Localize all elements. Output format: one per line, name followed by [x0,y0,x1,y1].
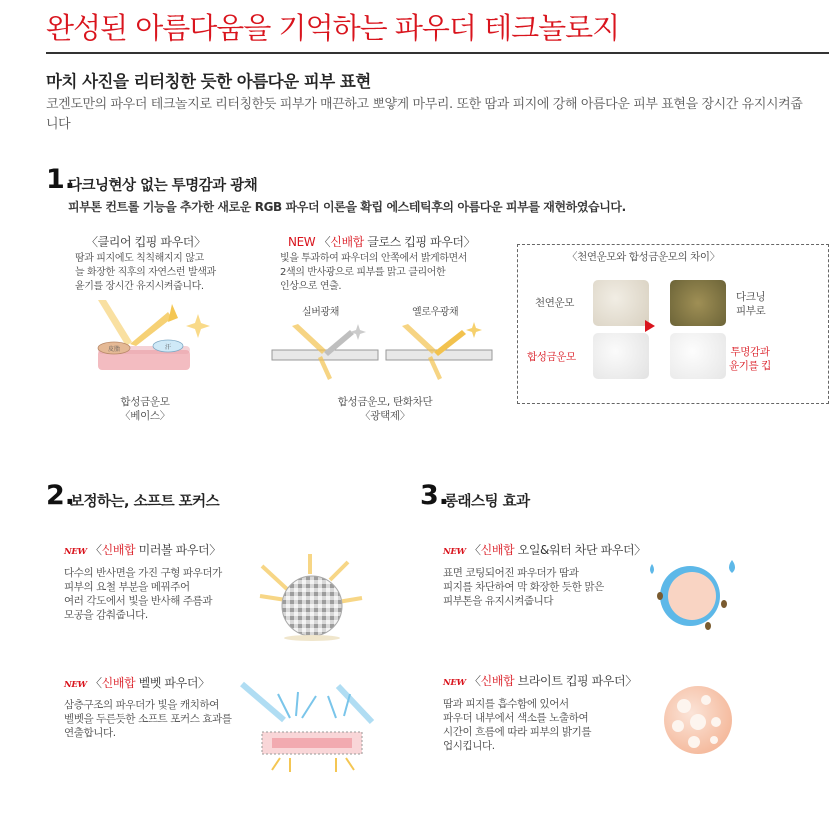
mica-comparison-title: 〈천연운모와 합성금운모의 차이〉 [567,251,720,263]
gloss-keeping-desc: 빛을 투과하여 파우더의 안쪽에서 밝게하면서 2색의 반사광으로 피부를 맑고 클리어한 인상으로 연출. [280,253,468,292]
yellow-shine-label: 옐로우광채 [412,307,459,318]
velvet-desc: 삼층구조의 파우더가 빛을 캐치하여 벨벳을 두른듯한 소프트 포커스 효과를 연출합니다. [64,699,232,739]
section1-desc: 피부톤 컨트롤 기능을 추가한 새로운 RGB 파우더 이론을 확립 에스테틱후의 아름다운 피부를 재현하였습니다. [68,200,626,214]
sweat-label: 汗 [164,344,172,351]
arrow-right-icon [643,318,657,334]
mirrorball-desc: 다수의 반사면을 가진 구형 파우더가 피부의 요철 부분을 메꿔주어 여러 각도에서 빛을 반사해 주름과 모공을 감춰줍니다. [64,567,222,621]
oil-drop-icon [721,600,727,608]
oil-water-desc: 표면 코팅되어진 파우더가 땀과 피지를 차단하여 막 화장한 듯한 맑은 피부톤을 유지시켜줍니다 [443,567,604,607]
base-caption: 합성금운모 〈베이스〉 [120,396,170,422]
section3-title: 롱래스팅 효과 [444,494,530,510]
clear-keeping-powder-title: 〈클리어 킵핑 파우더〉 [86,235,206,249]
gloss-keeping-powder-title: NEW 〈신배합 글로스 킵핑 파우더〉 [288,235,476,249]
darkening-sample [670,280,726,326]
velvet-illustration [240,680,380,780]
clear-keeping-desc: 땀과 피지에도 칙칙해지지 않고 늘 화장한 직후의 자연스런 발색과 윤기를 장시간 유지시켜줍니다. [75,253,216,292]
sparkle-icon [186,314,210,338]
silver-shine-label: 실버광채 [302,307,340,318]
section2-title: 보정하는, 소프트 포커스 [70,494,220,510]
arrow-head [168,304,178,322]
gloss-caption: 합성금운모, 탄화차단 〈광택제〉 [337,396,433,422]
velvet-powder-title: NEW 〈신배합 벨벳 파우더〉 [64,676,210,690]
natural-mica-label: 천연운모 [535,297,574,309]
bright-keeping-powder-title: NEW 〈신배합 브라이트 킵핑 파우더〉 [443,674,637,688]
synthetic-mica-sample [593,333,649,379]
page-title: 완성된 아름다움을 기억하는 파우더 테크놀로지 [46,11,620,45]
water-drop-icon [729,560,735,573]
bright-keeping-desc: 땀과 피지를 흡수함에 있어서 파우더 내부에서 색소를 노출하여 시간이 흐름에 따라 피부의 밝기를 업시킵니다. [443,698,592,752]
clear-sample [670,333,726,379]
oil-water-illustration [648,556,748,632]
mirrorball-powder-title: NEW 〈신배합 미러볼 파우더〉 [64,543,221,557]
base-illustration [88,300,228,390]
gloss-illustration [262,318,502,388]
oil-drop-icon [705,622,711,630]
natural-mica-sample [593,280,649,326]
section1-title: 다크닝현상 없는 투명감과 광채 [68,178,258,194]
clear-result: 투명감과 윤기를 킵 [729,346,771,372]
sebum-label: 皮脂 [107,346,121,353]
page-subtitle: 마치 사진을 리터칭한 듯한 아름다운 피부 표현 [46,72,371,91]
title-divider [46,52,829,54]
darkening-result: 다크닝 피부로 [736,291,766,317]
synthetic-mica-label: 합성금운모 [527,351,576,363]
light-ray-in [98,300,132,346]
oil-water-powder-title: NEW 〈신배합 오일&워터 차단 파우더〉 [443,543,646,557]
mirrorball-icon [282,576,342,636]
mirrorball-illustration [258,552,368,642]
sparkle-icon [350,324,366,340]
section2-number: 2. [46,480,76,511]
bright-keeping-illustration [660,682,736,758]
intro-text: 코겐도만의 파우더 테크놀지로 리터칭한듯 피부가 매끈하고 뽀얗게 마무리. 또한 땀과 피지에 강해 아름다운 피부 표현을 장시간 유지시켜줍니다 [46,97,803,132]
section1-number: 1. [46,164,76,195]
sparkle-icon [466,322,482,338]
water-drop-icon [650,564,654,574]
section3-number: 3. [420,480,450,511]
oil-drop-icon [657,592,663,600]
